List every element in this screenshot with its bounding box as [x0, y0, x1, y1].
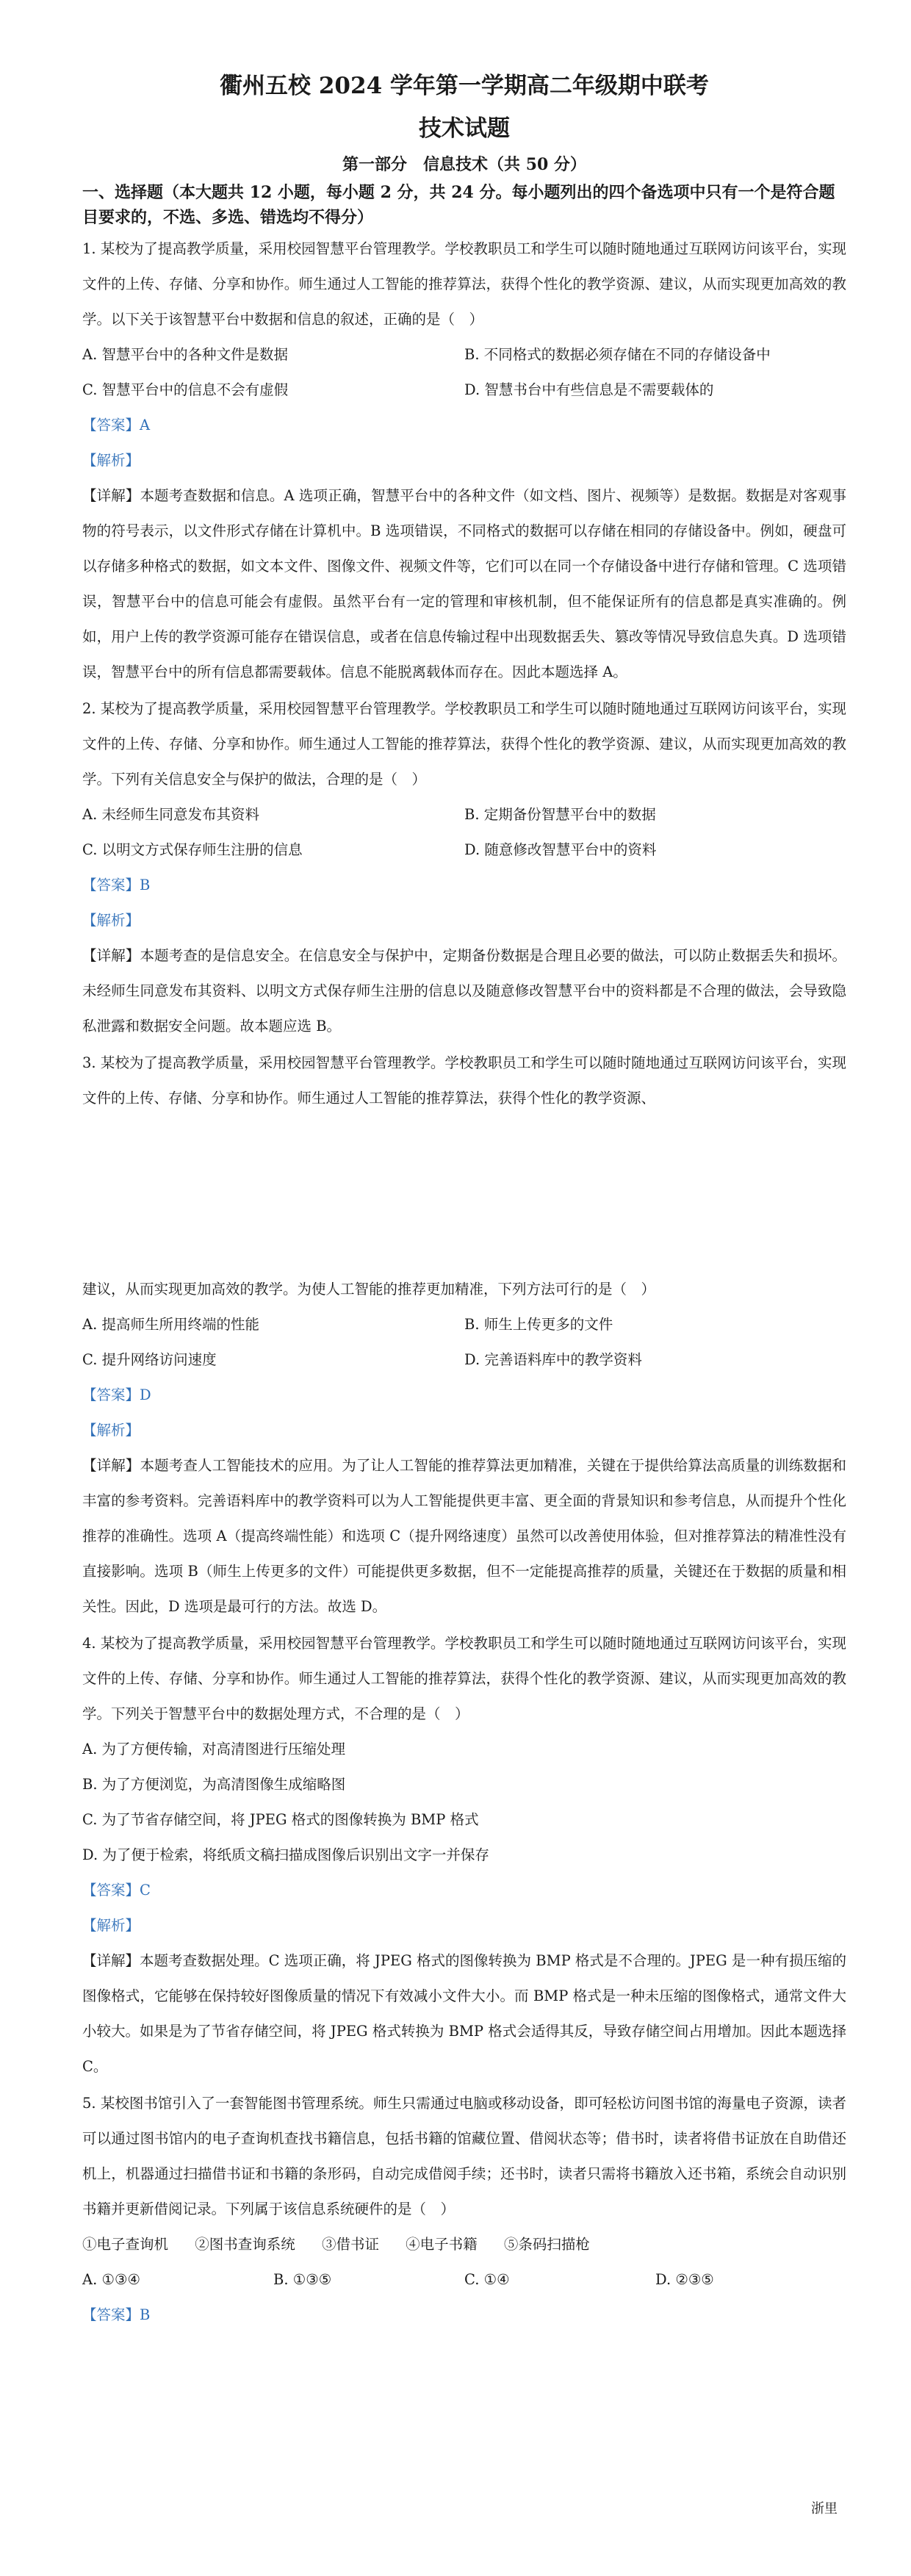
- option-a: A. 未经师生同意发布其资料: [82, 806, 259, 823]
- question-1-answer: 【答案】A: [82, 417, 151, 433]
- option-b: B. ①③⑤: [273, 2271, 332, 2288]
- option-c: C. 提升网络访问速度: [82, 1351, 217, 1368]
- option-b: B. 师生上传更多的文件: [464, 1316, 613, 1333]
- option-b: B. 定期备份智慧平台中的数据: [464, 806, 656, 823]
- question-2-options: [82, 797, 846, 868]
- question-1-analysis: 【解析】: [82, 452, 140, 469]
- option-b: B. 不同格式的数据必须存储在不同的存储设备中: [464, 346, 771, 363]
- question-4-analysis: 【解析】: [82, 1917, 140, 1934]
- question-4-stem: 4. 某校为了提高教学质量，采用校园智慧平台管理教学。学校教职员工和学生可以随时随地通过互联网访问该平台，实现文件的上传、存储、分享和协作。师生通过人工智能的推荐算法，获得个性化的教学资源、建议，从而实现更加高效的教学。下列关于智慧平台中的数据处理方式，不合理的是（ ）: [82, 1635, 846, 1722]
- item-3: ③借书证: [321, 2236, 379, 2253]
- option-d: D. 智慧书台中有些信息是不需要载体的: [464, 381, 714, 398]
- option-b: B. 为了方便浏览，为高清图像生成缩略图: [82, 1776, 346, 1793]
- question-2-stem: 2. 某校为了提高教学质量，采用校园智慧平台管理教学。学校教职员工和学生可以随时随地通过互联网访问该平台，实现文件的上传、存储、分享和协作。师生通过人工智能的推荐算法，获得个性化的教学资源、建议，从而实现更加高效的教学。下列有关信息安全与保护的做法，合理的是（ ）: [82, 700, 846, 788]
- option-c: C. ①④: [464, 2271, 510, 2288]
- question-4-options: [82, 1732, 846, 1873]
- exam-page: [82, 70, 846, 2333]
- question-3-answer: 【答案】D: [82, 1386, 151, 1403]
- option-a: A. ①③④: [82, 2271, 140, 2288]
- question-2-answer: 【答案】B: [82, 877, 151, 893]
- question-5-stem: 5. 某校图书馆引入了一套智能图书管理系统。师生只需通过电脑或移动设备，即可轻松访问图书馆的海量电子资源，读者可以通过图书馆内的电子查询机查找书籍信息，包括书籍的馆藏位置、借阅状态等；借书时，读者将借书证放在自助借还机上，机器通过扫描借书证和书籍的条形码，自动完成借阅手续；还书时，读者只需将书籍放入还书箱，系统会自动识别书籍并更新借阅记录。下列属于该信息系统硬件的是（ ）: [82, 2095, 846, 2217]
- question-1-stem: 1. 某校为了提高教学质量，采用校园智慧平台管理教学。学校教职员工和学生可以随时随地通过互联网访问该平台，实现文件的上传、存储、分享和协作。师生通过人工智能的推荐算法，获得个性化的教学资源、建议，从而实现更加高效的教学。以下关于该智慧平台中数据和信息的叙述，正确的是（ ）: [82, 240, 846, 328]
- item-5: ⑤条码扫描枪: [503, 2236, 590, 2253]
- item-1: ①电子查询机: [82, 2236, 169, 2253]
- question-3-stem-part1: 3. 某校为了提高教学质量，采用校园智慧平台管理教学。学校教职员工和学生可以随时随地通过互联网访问该平台，实现文件的上传、存储、分享和协作。师生通过人工智能的推荐算法，获得个性化的教学资源、: [82, 1054, 846, 1107]
- section-heading: 一、选择题（本大题共 12 小题，每小题 2 分，共 24 分。每小题列出的四个备选项中只有一个是符合题目要求的，不选、多选、错选均不得分）: [82, 183, 835, 227]
- question-1-detail: 【详解】本题考查数据和信息。A 选项正确，智慧平台中的各种文件（如文档、图片、视频等）是数据。数据是对客观事物的符号表示，以文件形式存储在计算机中。B 选项错误，不同格式的数据可以存储在相同的存储设备中。例如，硬盘可以存储多种格式的数据，如文本文件、图像文件、视频文件等，它们可以在同一个存储设备中进行存储和管理。C 选项错误，智慧平台中的信息可能会有虚假。虽然平台有一定的管理和审核机制，但不能保证所有的信息都是真实准确的。例如，用户上传的教学资源可能存在错误信息，或者在信息传输过程中出现数据丢失、篡改等情况导致信息失真。D 选项错误，智慧平台中的所有信息都需要载体。信息不能脱离载体而存在。因此本题选择 A。: [82, 487, 846, 680]
- option-c: C. 为了节省存储空间，将 JPEG 格式的图像转换为 BMP 格式: [82, 1811, 479, 1828]
- option-c: C. 以明文方式保存师生注册的信息: [82, 841, 303, 858]
- option-d: D. ②③⑤: [655, 2271, 714, 2288]
- part-heading: 第一部分 信息技术（共 50 分）: [342, 155, 586, 174]
- question-2-detail: 【详解】本题考查的是信息安全。在信息安全与保护中，定期备份数据是合理且必要的做法，可以防止数据丢失和损坏。未经师生同意发布其资料、以明文方式保存师生注册的信息以及随意修改智慧平台中的资料都是不合理的做法，会导致隐私泄露和数据安全问题。故本题应选 B。: [82, 947, 846, 1035]
- exam-subtitle: 技术试题: [419, 115, 510, 142]
- option-d: D. 随意修改智慧平台中的资料: [464, 841, 657, 858]
- option-a: A. 智慧平台中的各种文件是数据: [82, 346, 288, 363]
- question-3-stem-part2: 建议，从而实现更加高效的教学。为使人工智能的推荐更加精准，下列方法可行的是（ ）: [82, 1281, 656, 1298]
- exam-title: 衢州五校 2024 学年第一学期高二年级期中联考: [220, 73, 709, 99]
- footer-mark: 浙里: [811, 2501, 838, 2516]
- question-3-analysis: 【解析】: [82, 1422, 140, 1439]
- blank-gap: [82, 1116, 846, 1270]
- question-1-options: [82, 337, 846, 408]
- question-3-detail: 【详解】本题考查人工智能技术的应用。为了让人工智能的推荐算法更加精准，关键在于提供给算法高质量的训练数据和丰富的参考资料。完善语料库中的教学资料可以为人工智能提供更丰富、更全面的背景知识和参考信息，从而提升个性化推荐的准确性。选项 A（提高终端性能）和选项 C（提升网络速度）虽然可以改善使用体验，但对推荐算法的精准性没有直接影响。选项 B（师生上传更多的文件）可能提供更多数据，但不一定能提高推荐的质量，关键还在于数据的质量和相关性。因此，D 选项是最可行的方法。故选 D。: [82, 1457, 846, 1615]
- option-c: C. 智慧平台中的信息不会有虚假: [82, 381, 289, 398]
- option-d: D. 完善语料库中的教学资料: [464, 1351, 642, 1368]
- question-2-analysis: 【解析】: [82, 912, 140, 929]
- question-4-detail: 【详解】本题考查数据处理。C 选项正确，将 JPEG 格式的图像转换为 BMP 格式是不合理的。JPEG 是一种有损压缩的图像格式，它能够在保持较好图像质量的情况下有效减小文件大小。而 BMP 格式是一种未压缩的图像格式，通常文件大小较大。如果是为了节省存储空间，将 JPEG 格式转换为 BMP 格式会适得其反，导致存储空间占用增加。因此本题选择 C。: [82, 1952, 846, 2075]
- question-5-items: [82, 2227, 846, 2262]
- question-5-answer: 【答案】B: [82, 2306, 151, 2323]
- question-3-options: [82, 1307, 846, 1378]
- option-a: A. 提高师生所用终端的性能: [82, 1316, 259, 1333]
- question-5-options: [82, 2262, 846, 2298]
- question-4-answer: 【答案】C: [82, 1882, 151, 1899]
- option-d: D. 为了便于检索，将纸质文稿扫描成图像后识别出文字一并保存: [82, 1846, 489, 1863]
- item-2: ②图书查询系统: [195, 2236, 295, 2253]
- item-4: ④电子书籍: [406, 2236, 478, 2253]
- option-a: A. 为了方便传输，对高清图进行压缩处理: [82, 1741, 345, 1757]
